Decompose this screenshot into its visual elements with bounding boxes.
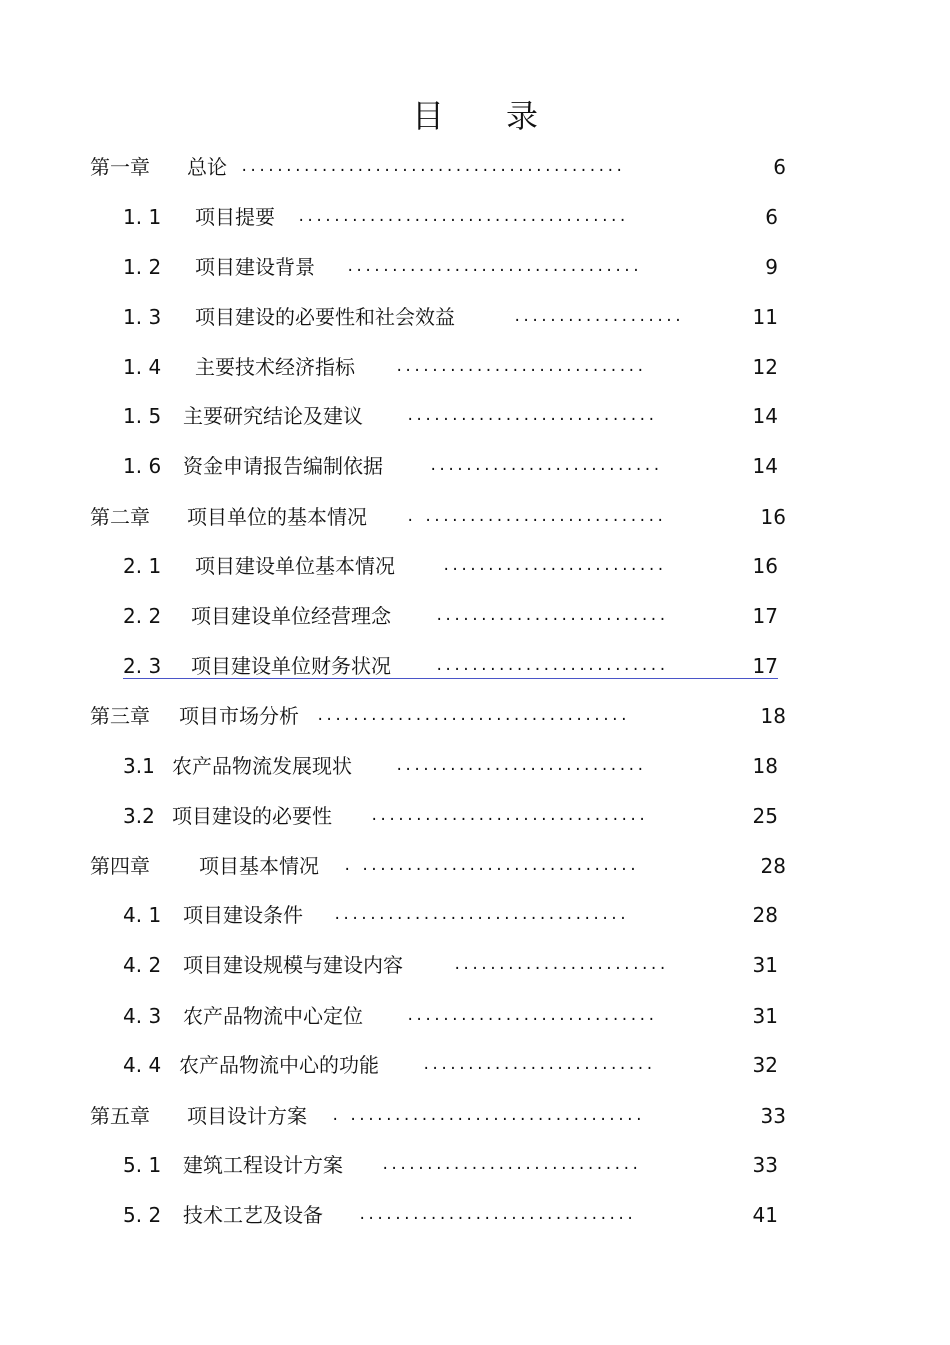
toc-section-number: 3.2 xyxy=(123,804,155,828)
toc-entry-title: 农产品物流中心的功能 xyxy=(179,1053,379,1077)
toc-section-number: 1. 4 xyxy=(123,355,162,379)
toc-entry-1-5[interactable] xyxy=(123,401,781,431)
toc-page-number: 11 xyxy=(752,305,778,329)
toc-entry-chapter-2[interactable] xyxy=(90,502,788,532)
toc-page-number: 18 xyxy=(760,704,786,728)
toc-entry-title: 农产品物流发展现状 xyxy=(172,754,352,778)
toc-section-number: 1. 2 xyxy=(123,255,162,279)
toc-section-number: 4. 2 xyxy=(123,953,162,977)
toc-entry-4-1[interactable] xyxy=(123,900,781,930)
toc-leader-dots: . ................................. xyxy=(331,1108,644,1124)
toc-entry-title: 项目建设的必要性 xyxy=(172,804,332,828)
toc-leader-dots: ............................ xyxy=(395,359,646,375)
toc-page-number: 16 xyxy=(752,554,778,578)
toc-entry-1-2[interactable] xyxy=(123,252,781,282)
toc-page-number: 32 xyxy=(752,1053,778,1077)
toc-page-number: 28 xyxy=(760,854,786,878)
toc-entry-title: 项目建设单位经营理念 xyxy=(191,604,391,628)
toc-entry-title: 项目建设单位财务状况 xyxy=(191,654,391,678)
toc-entry-title: 项目建设规模与建设内容 xyxy=(183,953,403,977)
toc-leader-dots: ............................ xyxy=(406,408,657,424)
toc-entry-title: 农产品物流中心定位 xyxy=(183,1004,363,1028)
toc-section-number: 1. 5 xyxy=(123,404,162,428)
toc-entry-1-1[interactable] xyxy=(123,202,781,232)
toc-section-number: 1. 1 xyxy=(123,205,162,229)
toc-entry-title: 项目建设单位基本情况 xyxy=(195,554,395,578)
toc-leader-dots: . ............................... xyxy=(343,858,638,874)
toc-entry-1-6[interactable] xyxy=(123,451,781,481)
toc-chapter-label: 第五章 xyxy=(90,1104,150,1128)
toc-section-number: 1. 3 xyxy=(123,305,162,329)
toc-page-number: 31 xyxy=(752,953,778,977)
toc-page-number: 9 xyxy=(765,255,778,279)
toc-entry-title: 项目单位的基本情况 xyxy=(187,505,367,529)
toc-entry-title: 项目市场分析 xyxy=(179,704,299,728)
toc-leader-dots: .......................... xyxy=(435,658,668,674)
toc-leader-dots: ........................ xyxy=(453,957,668,973)
toc-entry-title: 资金申请报告编制依据 xyxy=(183,454,383,478)
toc-page-number: 14 xyxy=(752,404,778,428)
toc-leader-dots: ............................... xyxy=(358,1207,635,1223)
toc-page-number: 41 xyxy=(752,1203,778,1227)
toc-chapter-label: 第二章 xyxy=(90,505,150,529)
toc-entry-4-4[interactable] xyxy=(123,1050,781,1080)
toc-title-char-1: 目 xyxy=(411,97,444,135)
toc-entry-3-2[interactable] xyxy=(123,801,781,831)
toc-section-number: 2. 1 xyxy=(123,554,162,578)
toc-section-number: 2. 3 xyxy=(123,654,162,678)
toc-entry-4-2[interactable] xyxy=(123,950,781,980)
link-underline xyxy=(123,678,778,679)
toc-chapter-label: 第一章 xyxy=(90,155,150,179)
toc-leader-dots: ......................... xyxy=(442,558,666,574)
toc-entry-title: 建筑工程设计方案 xyxy=(183,1153,343,1177)
toc-page-number: 33 xyxy=(752,1153,778,1177)
toc-entry-2-2[interactable] xyxy=(123,601,781,631)
toc-section-number: 4. 3 xyxy=(123,1004,162,1028)
toc-page-number: 31 xyxy=(752,1004,778,1028)
toc-entry-chapter-4[interactable] xyxy=(90,851,788,881)
toc-page-number: 17 xyxy=(752,654,778,678)
toc-entry-title: 项目建设背景 xyxy=(195,255,315,279)
toc-entry-title: 项目设计方案 xyxy=(187,1104,307,1128)
toc-page-number: 6 xyxy=(765,205,778,229)
toc-section-number: 4. 4 xyxy=(123,1053,162,1077)
toc-entry-5-2[interactable] xyxy=(123,1200,781,1230)
toc-leader-dots: ............................. xyxy=(381,1157,640,1173)
toc-section-number: 2. 2 xyxy=(123,604,162,628)
toc-page-number: 18 xyxy=(752,754,778,778)
toc-section-number: 5. 1 xyxy=(123,1153,162,1177)
toc-page-number: 17 xyxy=(752,604,778,628)
toc-leader-dots: ........................................... xyxy=(240,159,624,175)
toc-page-number: 6 xyxy=(773,155,786,179)
toc-entry-title: 项目提要 xyxy=(195,205,275,229)
toc-chapter-label: 第三章 xyxy=(90,704,150,728)
toc-leader-dots: ................................... xyxy=(316,708,629,724)
toc-chapter-label: 第四章 xyxy=(90,854,150,878)
toc-leader-dots: ................................. xyxy=(346,259,641,275)
toc-leader-dots: ............................ xyxy=(406,1008,657,1024)
toc-page-number: 28 xyxy=(752,903,778,927)
toc-leader-dots: .......................... xyxy=(435,608,668,624)
toc-entry-chapter-3[interactable] xyxy=(90,701,788,731)
toc-entry-chapter-5[interactable] xyxy=(90,1101,788,1131)
toc-entry-2-1[interactable] xyxy=(123,551,781,581)
toc-entry-title: 主要研究结论及建议 xyxy=(183,404,363,428)
toc-entry-2-3[interactable] xyxy=(123,651,781,681)
toc-leader-dots: .......................... xyxy=(422,1057,655,1073)
toc-leader-dots: ................... xyxy=(513,309,683,325)
toc-leader-dots: ..................................... xyxy=(297,209,628,225)
toc-leader-dots: ............................ xyxy=(395,758,646,774)
toc-section-number: 5. 2 xyxy=(123,1203,162,1227)
toc-page-number: 16 xyxy=(760,505,786,529)
toc-entry-title: 项目基本情况 xyxy=(199,854,319,878)
toc-page-number: 33 xyxy=(760,1104,786,1128)
toc-entry-title: 总论 xyxy=(187,155,227,179)
toc-page-number: 25 xyxy=(752,804,778,828)
toc-page-number: 12 xyxy=(752,355,778,379)
toc-entry-5-1[interactable] xyxy=(123,1150,781,1180)
toc-page-number: 14 xyxy=(752,454,778,478)
toc-title xyxy=(0,94,950,138)
toc-section-number: 4. 1 xyxy=(123,903,162,927)
toc-title-char-2: 录 xyxy=(506,97,539,135)
toc-leader-dots: .......................... xyxy=(429,458,662,474)
toc-entry-title: 主要技术经济指标 xyxy=(195,355,355,379)
toc-section-number: 1. 6 xyxy=(123,454,162,478)
toc-section-number: 3.1 xyxy=(123,754,155,778)
toc-entry-4-3[interactable] xyxy=(123,1001,781,1031)
toc-entry-title: 技术工艺及设备 xyxy=(183,1203,323,1227)
toc-entry-chapter-1[interactable] xyxy=(90,152,790,182)
toc-entry-title: 项目建设条件 xyxy=(183,903,303,927)
toc-entry-3-1[interactable] xyxy=(123,751,781,781)
toc-entry-1-4[interactable] xyxy=(123,352,781,382)
toc-entry-1-3[interactable] xyxy=(123,302,781,332)
toc-entry-title: 项目建设的必要性和社会效益 xyxy=(195,305,455,329)
toc-leader-dots: ................................. xyxy=(333,907,628,923)
toc-leader-dots: . ........................... xyxy=(406,509,665,525)
toc-leader-dots: ............................... xyxy=(370,808,647,824)
